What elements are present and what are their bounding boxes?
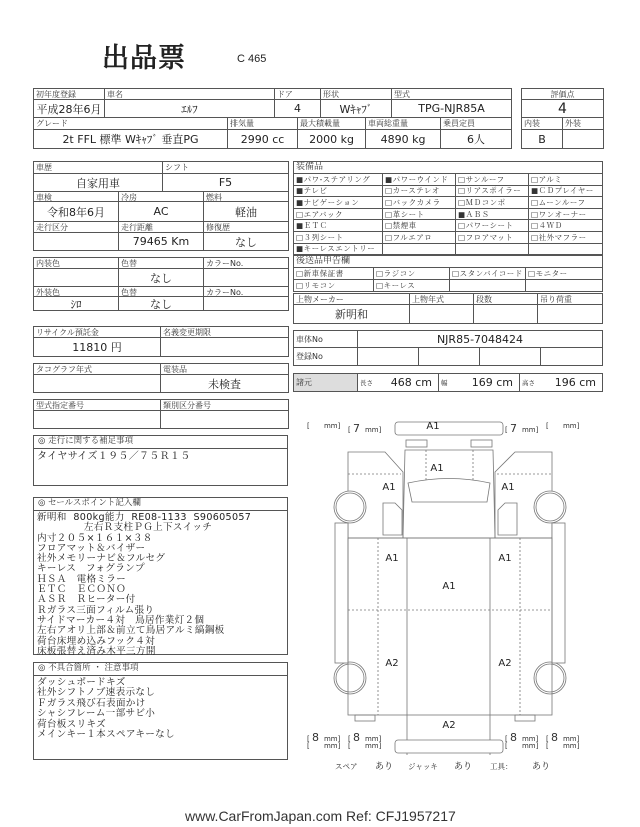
label-interior-label-text: 内装色 xyxy=(36,259,60,268)
equipment-label: ＡＢＳ xyxy=(465,209,490,219)
deferred-label: スタンバイコード xyxy=(459,269,523,278)
dimension-label: 幅 xyxy=(441,379,448,387)
label-fee-label-text: リサイクル預託金 xyxy=(36,328,99,337)
unchecked-box-icon: □ xyxy=(458,221,466,231)
running-notes-text: タイヤサイズ１９５／７５Ｒ１５ xyxy=(37,451,191,462)
tread-value: 8 xyxy=(352,731,360,744)
field-fuel-text: 軽油 xyxy=(235,205,257,219)
jack-label: ジャッキ xyxy=(408,762,438,771)
field-inspection-text: 令和8年6月 xyxy=(47,205,105,219)
sales-points-box xyxy=(33,497,288,655)
equipment-label: バックカメラ xyxy=(392,197,441,207)
deferred-item xyxy=(449,279,526,292)
tread-reading: [ 8 mm] xyxy=(348,731,382,744)
unchecked-box-icon: □ xyxy=(296,281,304,290)
checked-box-icon: ■ xyxy=(296,186,304,196)
field-reg xyxy=(357,347,419,366)
field-ext-ext-change xyxy=(118,296,204,311)
label-name-change-label-text: 名義変更期限 xyxy=(163,328,211,337)
equipment-label: サンルーフ xyxy=(465,174,505,184)
tread-reading: [ 8 mm] xyxy=(307,731,341,744)
label-dimensions xyxy=(293,373,358,392)
field-displacement xyxy=(227,129,298,149)
field-ac xyxy=(118,201,204,222)
label-repair-label-text: 修復歴 xyxy=(206,223,230,232)
label-usage-label-text: 車歴 xyxy=(36,163,52,172)
equipment-title-text: 装備品 xyxy=(296,162,324,172)
field-model-text: TPG-NJR85A xyxy=(418,102,485,115)
label-body-label-text: 形状 xyxy=(323,90,339,99)
right-door-window xyxy=(498,503,517,535)
cargo-bed xyxy=(348,538,552,715)
equipment-label: 革シート xyxy=(392,209,425,219)
unchecked-box-icon: □ xyxy=(376,281,384,290)
field-rating-interior-text: B xyxy=(538,132,546,146)
field-ac-text: AC xyxy=(153,205,169,218)
field-capacity-text: 6人 xyxy=(467,133,485,146)
tread-unit: mm xyxy=(562,742,577,750)
deferred-item xyxy=(373,279,450,292)
equipment-label: ナビゲーション xyxy=(303,197,360,207)
label-first-reg-label-text: 初年度登録 xyxy=(36,90,76,99)
field-fuel xyxy=(203,201,289,222)
mark-front-bumper: A1 xyxy=(426,421,440,432)
field-ext-ext-no xyxy=(203,296,289,311)
field-maker-text: 新明和 xyxy=(335,308,368,321)
field-ext-ext-change-text: なし xyxy=(150,297,172,311)
tread-unit: mm xyxy=(364,426,379,434)
field-electrical-text: 未検査 xyxy=(208,377,241,391)
unchecked-box-icon: □ xyxy=(376,269,384,278)
headlight-right xyxy=(471,440,492,447)
field-first-reg-text: 平成28年6月 xyxy=(36,102,102,116)
tread-reading: [ 7 mm] xyxy=(505,422,539,435)
field-designation xyxy=(33,410,161,429)
checked-box-icon: ■ xyxy=(296,221,304,231)
field-maker xyxy=(293,304,410,324)
label-ac-label-text: 冷房 xyxy=(121,193,137,202)
deferred-label: リモコン xyxy=(303,281,336,290)
field-electrical xyxy=(160,374,289,393)
label-ext-no-label-text: カラーNo. xyxy=(206,288,244,297)
deferred-title-text: 後送品申告欄 xyxy=(296,256,351,266)
unchecked-box-icon: □ xyxy=(385,197,393,207)
equipment-label: パワーシート xyxy=(465,221,514,231)
field-max-load-text: 2000 kg xyxy=(309,132,354,146)
tread-value: 7 xyxy=(509,422,517,435)
checked-box-icon: ■ xyxy=(531,186,539,196)
rear-bumper xyxy=(395,740,503,753)
label-mileage-label-text: 走行距離 xyxy=(121,223,153,232)
field-fee xyxy=(33,337,161,357)
jack-value: あり xyxy=(454,762,473,772)
tread-unit: mm xyxy=(562,735,577,743)
windshield xyxy=(408,479,490,503)
tread-unit: mm xyxy=(521,742,536,750)
field-model xyxy=(391,99,512,118)
field-chassis xyxy=(357,330,603,348)
front-bumper xyxy=(395,422,503,435)
field-body-text: Wｷｬﾌﾞ xyxy=(339,102,373,116)
tools-value: あり xyxy=(532,762,551,772)
cab-outline xyxy=(403,450,495,538)
label-ext-change-label-text: 色替 xyxy=(121,288,137,297)
tread-unit: mm xyxy=(562,422,577,430)
equipment-label: エアバック xyxy=(303,209,343,219)
mark-right-side-rear: A2 xyxy=(498,658,512,669)
field-int-interior xyxy=(33,268,119,287)
equipment-label: アルミ xyxy=(538,174,563,184)
deferred-label: ラジコン xyxy=(383,269,416,278)
field-shift-text: F5 xyxy=(218,176,233,189)
equipment-label: パワ-ステアリング xyxy=(303,174,371,184)
equipment-label: フルエアロ xyxy=(392,232,433,242)
unchecked-box-icon: □ xyxy=(528,269,536,278)
spare-value: あり xyxy=(375,762,394,772)
tread-value: 8 xyxy=(550,731,558,744)
field-inspection xyxy=(33,201,119,222)
label-crane-label-text: 吊り荷重 xyxy=(540,295,572,304)
label-maker-label-text: 上物メーカー xyxy=(296,295,344,304)
label-interior-label-text: 内装 xyxy=(524,119,540,128)
field-reg xyxy=(418,347,480,366)
tread-reading: [ mm] xyxy=(505,742,539,750)
label-model-label-text: 型式 xyxy=(394,90,410,99)
equipment-label: キーレスエントリー xyxy=(303,244,376,254)
label-chassis-text: 車体No xyxy=(296,335,323,344)
field-mileage xyxy=(118,232,204,251)
sheet-title: 出品票 xyxy=(102,43,186,74)
field-capacity xyxy=(440,129,512,149)
tread-reading: [ 7 mm] xyxy=(348,422,382,435)
label-exterior-label-text: 外装色 xyxy=(36,288,60,297)
field-crane xyxy=(537,304,603,324)
tread-reading: [ 8 mm] xyxy=(546,731,580,744)
unchecked-box-icon: □ xyxy=(458,232,466,242)
field-year xyxy=(409,304,474,324)
lot-number: C 465 xyxy=(237,53,267,65)
field-fee-text: 11810 円 xyxy=(72,341,122,354)
equipment-label: ムーンルーフ xyxy=(538,197,586,207)
unchecked-box-icon: □ xyxy=(531,221,539,231)
mark-rear-bumper: A2 xyxy=(442,720,456,731)
field-body xyxy=(320,99,392,118)
unchecked-box-icon: □ xyxy=(458,186,466,196)
field-ext-exterior-text: ｼﾛ xyxy=(70,297,82,311)
unchecked-box-icon: □ xyxy=(385,221,393,231)
tread-unit: mm xyxy=(521,735,536,743)
left-side-rail xyxy=(335,523,348,663)
checked-box-icon: ■ xyxy=(458,209,466,219)
field-mileage-text: 79465 Km xyxy=(132,235,190,248)
field-reg xyxy=(479,347,541,366)
field-displacement-text: 2990 cc xyxy=(240,132,285,146)
tread-unit: mm xyxy=(521,426,536,434)
label-chassis xyxy=(293,330,358,348)
unchecked-box-icon: □ xyxy=(296,232,304,242)
field-doors xyxy=(274,99,321,118)
dimension-label: 長さ xyxy=(360,379,373,387)
label-fuel-label-text: 燃料 xyxy=(206,193,222,202)
mark-left-side-rear: A2 xyxy=(385,658,399,669)
unchecked-box-icon: □ xyxy=(296,269,304,278)
wheels xyxy=(334,491,566,694)
field-year xyxy=(33,374,161,393)
deferred-label: モニター xyxy=(535,269,568,278)
checked-box-icon: ■ xyxy=(296,174,304,184)
equipment-item xyxy=(382,243,456,256)
equipment-item xyxy=(455,243,529,256)
label-grade-label-text: グレード xyxy=(36,119,68,128)
dimension-length xyxy=(357,373,439,392)
tread-reading: [ 8 mm] xyxy=(505,731,539,744)
unchecked-box-icon: □ xyxy=(296,209,304,219)
tread-unit: mm xyxy=(323,735,338,743)
field-int-int-no xyxy=(203,268,289,287)
label-inspection-label-text: 車検 xyxy=(36,193,52,202)
unchecked-box-icon: □ xyxy=(452,269,460,278)
equipment-label: 禁煙車 xyxy=(392,221,417,231)
sales-points-title: ◎ セールスポイント記入欄 xyxy=(34,498,287,511)
unchecked-box-icon: □ xyxy=(531,197,539,207)
equipment-label: ＭＤコンポ xyxy=(465,197,506,207)
tread-unit: mm xyxy=(364,735,379,743)
label-gross-weight-label-text: 車両総重量 xyxy=(368,119,408,128)
dimension-width xyxy=(438,373,520,392)
dimension-label: 高さ xyxy=(522,379,535,387)
label-int-no-label-text: カラーNo. xyxy=(206,259,244,268)
mark-left-front: A1 xyxy=(382,482,396,493)
field-stages xyxy=(473,304,538,324)
label-exterior-label-text: 外装 xyxy=(565,119,581,128)
unchecked-box-icon: □ xyxy=(458,197,466,207)
unchecked-box-icon: □ xyxy=(531,232,539,242)
equipment-label: ３列シート xyxy=(303,232,344,242)
field-int-int-change xyxy=(118,268,204,287)
mark-left-side-front: A1 xyxy=(385,553,399,564)
checked-box-icon: ■ xyxy=(385,174,393,184)
equipment-label: ワンオーナー xyxy=(538,209,587,219)
field-reg xyxy=(540,347,603,366)
field-category xyxy=(160,410,289,429)
deferred-item xyxy=(293,279,374,292)
defects-box xyxy=(33,662,288,760)
dimension-value: 196 cm xyxy=(554,376,596,389)
field-gross-weight-text: 4890 kg xyxy=(380,132,426,146)
label-car-name-label-text: 車名 xyxy=(107,90,123,99)
running-notes-title: ◎ 走行に関する補足事項 xyxy=(34,436,287,449)
checked-box-icon: ■ xyxy=(296,244,304,254)
label-int-change-label-text: 色替 xyxy=(121,259,137,268)
equipment-label: ＣＤプレイヤー xyxy=(538,186,594,196)
field-usage-text: 自家用車 xyxy=(76,176,120,190)
dimension-value: 468 cm xyxy=(390,376,432,389)
field-ext-exterior xyxy=(33,296,119,311)
label-year-label-text: タコグラフ年式 xyxy=(36,365,92,374)
field-max-load xyxy=(297,129,366,149)
spare-label: スペア xyxy=(335,762,358,771)
dimension-height xyxy=(519,373,603,392)
field-score xyxy=(521,99,604,118)
equipment-label: ４ＷＤ xyxy=(538,221,563,231)
field-repair-text: なし xyxy=(235,235,257,249)
field-mileage-class xyxy=(33,232,119,251)
label-reg-text: 登録No xyxy=(296,352,323,361)
defects-text: ダッシュボードキズ 社外シフトノブ速表示なし Ｆガラス飛び石表面かけ シャシフレーム一部サビ小 荷台板スリキズ メインキー１本スペアキーなし xyxy=(37,677,175,741)
field-shift xyxy=(162,173,289,192)
mark-cab-front: A1 xyxy=(430,463,444,474)
deferred-label: キーレス xyxy=(383,281,416,290)
unchecked-box-icon: □ xyxy=(531,174,539,184)
tread-reading: [ mm] xyxy=(546,422,580,430)
checked-box-icon: ■ xyxy=(296,197,304,207)
mark-right-front: A1 xyxy=(501,482,515,493)
label-doors-label-text: ドア xyxy=(277,90,293,99)
field-doors-text: 4 xyxy=(294,102,301,115)
field-rating-interior xyxy=(521,129,563,149)
tread-reading: [ mm] xyxy=(307,422,341,430)
label-score-text: 評価点 xyxy=(550,90,575,99)
field-first-reg xyxy=(33,99,105,118)
tread-reading: [ mm] xyxy=(348,742,382,750)
field-grade xyxy=(33,129,228,149)
label-category-label-text: 類別区分番号 xyxy=(163,401,211,410)
watermark: www.CarFromJapan.com Ref: CFJ1957217 xyxy=(185,808,456,824)
equipment-item xyxy=(528,243,603,256)
mark-right-side-front: A1 xyxy=(498,553,512,564)
unchecked-box-icon: □ xyxy=(385,232,393,242)
label-reg xyxy=(293,347,358,366)
tread-reading: [ mm] xyxy=(307,742,341,750)
field-name-change xyxy=(160,337,289,357)
unchecked-box-icon: □ xyxy=(385,186,393,196)
tread-unit: mm xyxy=(323,422,338,430)
equipment-label: ＥＴＣ xyxy=(303,221,328,231)
headlight-left xyxy=(406,440,427,447)
field-car-name-text: ｴﾙﾌ xyxy=(181,102,198,116)
field-usage xyxy=(33,173,163,192)
field-grade-text: 2t FFL 標準 Wｷｬﾌﾞ 垂直PG xyxy=(62,133,199,146)
label-electrical-label-text: 電装品 xyxy=(163,365,187,374)
dimension-value: 169 cm xyxy=(471,376,513,389)
right-side-rail xyxy=(552,523,565,663)
equipment-label: フロアマット xyxy=(465,232,514,242)
field-gross-weight xyxy=(365,129,441,149)
equipment-label: カーステレオ xyxy=(392,186,440,196)
label-max-load-label-text: 最大積載量 xyxy=(300,119,340,128)
field-rating-exterior xyxy=(562,129,604,149)
tread-unit: mm xyxy=(323,742,338,750)
tread-value: 8 xyxy=(311,731,319,744)
field-repair xyxy=(203,232,289,251)
field-chassis-text: NJR85-7048424 xyxy=(436,332,524,346)
running-notes-box xyxy=(33,435,288,486)
tread-value: 8 xyxy=(509,731,517,744)
deferred-label: 新車保証書 xyxy=(303,269,344,278)
tools-label: 工具： xyxy=(490,762,513,771)
label-capacity-label-text: 乗員定員 xyxy=(443,119,475,128)
equipment-label: リアスポイラー xyxy=(465,186,522,196)
label-dimensions-text: 諸元 xyxy=(296,378,312,387)
defects-title: ◎ 不具合箇所 ・ 注意事項 xyxy=(34,663,287,676)
sales-points-text: 新明和 800kg能力 RE08-1133 S90605057 左右Ｒ支柱ＰＧ上下スイッチ 内寸２０５×１６１×３８ フロアマット＆バイザー 社外メモリーナビ＆フルセグ キーレス フォグランプ ＨＳＡ 電格ミラー ＥＴＣ ＥＣＯＮＯ ＡＳＲ Ｒヒーター付 Ｒガラス三面フィルム張り サイドマーカー４対 鳥居作業灯２個 左右アオリ上部＆前立て鳥居アルミ縞鋼板 荷台床埋め込みフック４対 床板張替え済み木平三方開 xyxy=(37,512,252,657)
unchecked-box-icon: □ xyxy=(458,174,466,184)
equipment-label: 社外マフラー xyxy=(538,232,587,242)
mark-bed-center: A1 xyxy=(442,581,456,592)
label-year-label-text: 上物年式 xyxy=(412,295,444,304)
unchecked-box-icon: □ xyxy=(531,209,539,219)
tread-value: 7 xyxy=(352,422,360,435)
left-door-window xyxy=(383,503,402,535)
equipment-label: パワーウインド xyxy=(392,174,449,184)
equipment-label: テレビ xyxy=(303,186,328,196)
label-designation-label-text: 型式指定番号 xyxy=(36,401,84,410)
field-int-int-change-text: なし xyxy=(150,271,172,285)
tread-unit: mm xyxy=(364,742,379,750)
label-mileage-class-label-text: 走行区分 xyxy=(36,223,68,232)
tread-reading: [ mm] xyxy=(546,742,580,750)
label-shift-label-text: シフト xyxy=(165,163,189,172)
label-stages-label-text: 段数 xyxy=(476,295,492,304)
field-car-name xyxy=(104,99,275,118)
field-score-text: 4 xyxy=(558,100,567,117)
label-displacement-label-text: 排気量 xyxy=(230,119,254,128)
vehicle-damage-diagram xyxy=(290,410,610,755)
equipment-item xyxy=(293,243,383,256)
unchecked-box-icon: □ xyxy=(385,209,393,219)
deferred-item xyxy=(525,279,603,292)
